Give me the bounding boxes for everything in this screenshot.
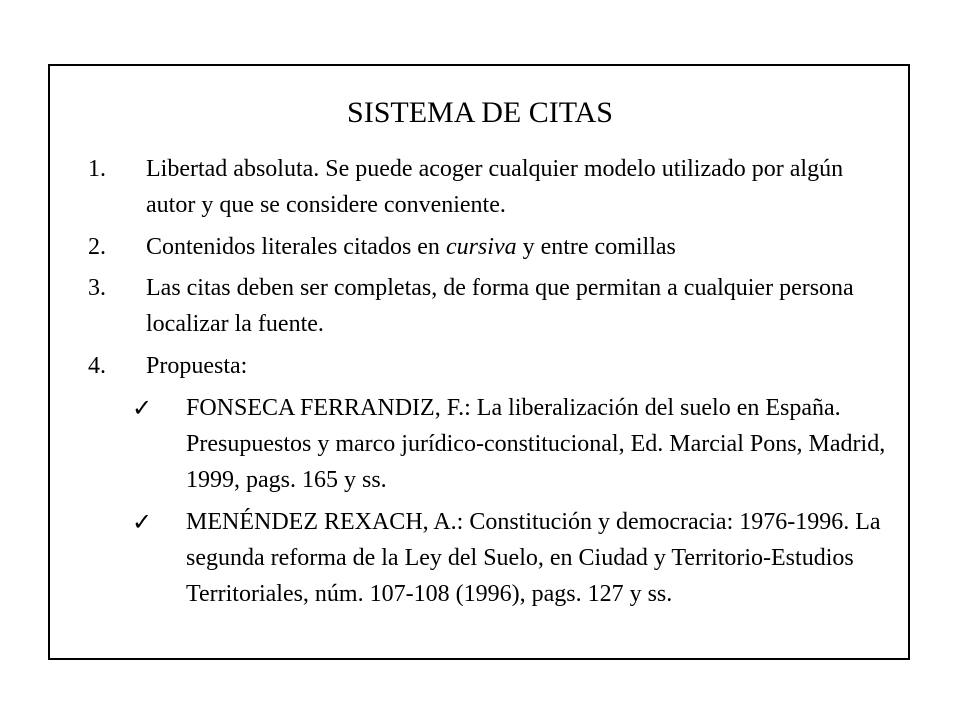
list-text: Libertad absoluta. Se puede acoger cualquier modelo utilizado por algún autor y que se considere conveniente. [146,156,844,218]
checkmark-icon: ✓ [132,394,153,422]
list-number: 2. [88,234,106,260]
list-text-italic: cursiva [445,234,517,260]
list-text: Propuesta: [146,353,248,379]
checkmark-icon: ✓ [132,508,153,536]
list-text [146,229,886,265]
list-number: 1. [88,156,106,182]
list-number: 3. [88,275,106,301]
list-text-before: Contenidos literales citados en [146,234,446,260]
list-number: 4. [88,353,106,379]
list-text: Las citas deben ser completas, de forma que permitan a cualquier persona localizar la fuente. [146,275,854,337]
reference-text: MENÉNDEZ REXACH, A.: Constitución y democracia: 1976-1996. La segunda reforma de la Ley del Suelo, en Ciudad y Territorio-Estudios Territoriales, núm. 107-108 (1996), pags. 127 y ss. [186,509,881,607]
list-text-after: y entre comillas [516,234,676,260]
slide-title: SISTEMA DE CITAS [347,96,613,129]
reference-text: FONSECA FERRANDIZ, F.: La liberalización del suelo en España. Presupuestos y marco jurídico-constitucional, Ed. Marcial Pons, Madrid, 1999, pags. 165 y ss. [186,395,886,493]
